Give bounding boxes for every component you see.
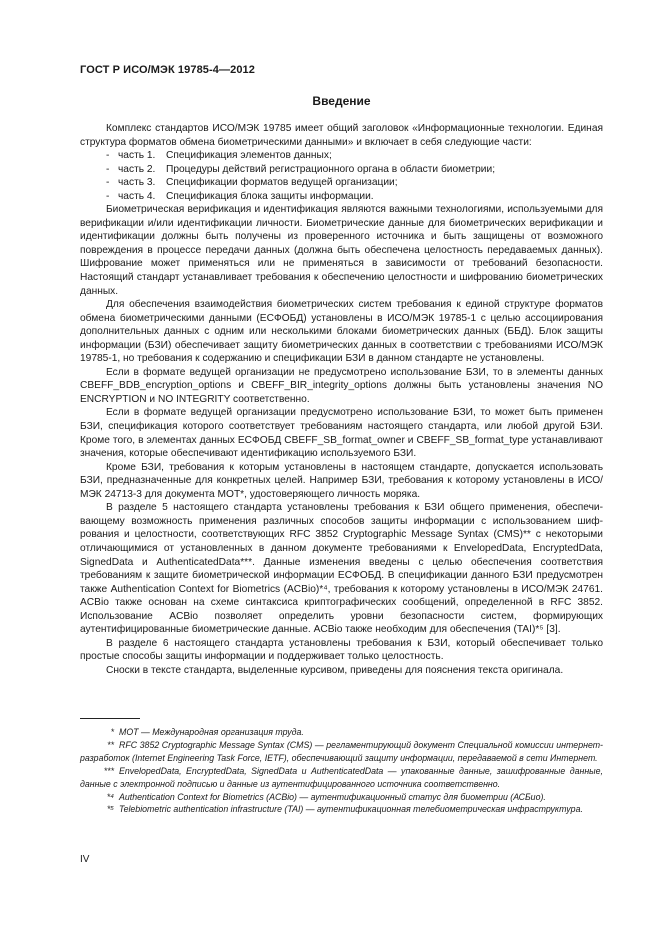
list-dash: -	[106, 150, 110, 162]
footnote-mark: *⁵	[106, 804, 114, 815]
list-item	[80, 149, 603, 163]
list-item	[80, 163, 603, 177]
list-item	[80, 176, 603, 190]
paragraph: Сноски в тексте стандарта, выделенные курсивом, приведены для пояснения текста оригинала.	[106, 664, 564, 676]
list-dash: -	[106, 177, 110, 189]
part-title: Спецификация элементов данных;	[166, 150, 332, 162]
parts-list	[80, 149, 603, 203]
paragraph: Если в формате ведущей организации предусмотрено использование БЗИ, то может быть применен БЗИ, спецификация которого соответствует требованиям настоящего стандарта, или любой другой БЗИ. Кроме того, в элементах данных ЕСФОБД CBEFF_SB_format_owner и CBEFF_SB_format_type устанавливают значения, которые обеспечивают идентификацию используемого БЗИ.	[80, 407, 603, 460]
footnote-text: Telebiometric authentication infrastructure (TAI) — аутентификационная телебиометрическая инфраструктура.	[119, 804, 583, 815]
section-title: Введение	[312, 94, 371, 108]
part-number: часть 2.	[118, 163, 156, 175]
document-header: ГОСТ Р ИСО/МЭК 19785-4—2012	[80, 64, 255, 76]
paragraph: Если в формате ведущей организации не предусмотрено использование БЗИ, то в элементы данных CBEFF_BDB_encryption_options и CBEFF_BIR_integrity_options должны быть установлены значения NO ENCRYPTION и NO INTEGRITY соответственно.	[80, 366, 603, 405]
paragraph: Для обеспечения взаимодействия биометрических систем требования к единой структуре форматов обмена биометрическими данными (ЕСФОБД) установлены в ИСО/МЭК 19785-1 с целью ассоциирования дополнительных данных с одним или несколькими блоками биометрических данных (ББД). Блок защиты информации (БЗИ) обеспечивает защиту биометрических данных в соответствии с требованиями ИСО/МЭК 19785-1, но требования к содержанию и спецификации БЗИ в данном стандарте не установлены.	[80, 299, 603, 365]
footnote	[80, 739, 603, 765]
paragraph: В разделе 5 настоящего стандарта установлены требования к БЗИ общего применения, обеспечивающему возможность применения различных способов защиты информации с использованием шифрования и целостности, соответствующих RFC 3852 Cryptographic Message Syntax (CMS)** с некоторыми отличающимися от установленных в данном документе требованиями к EnvelopedData, EncryptedData, SignedData и AuthenticatedData***. Данные изменения введены с целью обеспечения соответствия требованиям к защите биометрической информации ЕСФОБД. В спецификации данного БЗИ предусмотрен также Authentication Context for Biometrics (ACBio)*⁴, требования к которому установлены в ИСО/МЭК 24761. ACBio также основан на схеме синтаксиса криптографических сообщений, определенной в RFC 3852. Использование ACBio позволяет определить уровни безопасности систем, формирующих аутентифицированные биометрические данные. ACBio также необходим для обеспечения (TAI)*⁵ [3].	[80, 502, 603, 636]
page-number: IV	[80, 854, 90, 865]
footnote-separator	[80, 718, 140, 719]
paragraph: В разделе 6 настоящего стандарта установлены требования к БЗИ, который обеспечивает только простые способы защиты информации и поддерживает только целостность.	[80, 637, 603, 663]
part-number: часть 1.	[118, 150, 156, 162]
part-number: часть 4.	[118, 190, 156, 202]
list-dash: -	[106, 163, 110, 175]
paragraph: Комплекс стандартов ИСО/МЭК 19785 имеет общий заголовок «Информационные технологии. Единая структура форматов обмена биометрическими данными» и включает в себя следующие части:	[80, 123, 603, 148]
footnote-mark: *⁴	[106, 791, 114, 802]
footnote-text: МОТ — Международная организация труда.	[119, 727, 304, 737]
footnote	[80, 803, 603, 816]
footnote-mark: ***	[103, 765, 114, 776]
footnote	[80, 726, 603, 739]
part-title: Процедуры действий регистрационного органа в области биометрии;	[166, 163, 496, 175]
list-dash: -	[106, 190, 110, 202]
part-title: Спецификации форматов ведущей организации;	[166, 177, 398, 189]
footnote	[80, 765, 603, 791]
part-number: часть 3.	[118, 177, 156, 189]
footnote-mark: **	[107, 739, 114, 750]
footnote-text: EnvelopedData, EncryptedData, SignedData и AuthenticatedData — упакованные данные, зашифрованные данные, данные с электронной подписью и данные из аутентифицированного источника соответственно.	[80, 765, 603, 789]
paragraph: Биометрическая верификация и идентификация являются важными технологиями, используемыми для верификации и/или идентификации личности. Биометрические данные для биометрических верификации и идентификации должны быть получены из проверенного источника и быть защищены от возможного повреждения в процессе передачи данных (должна быть обеспечена целостность передаваемых данных). Шифрование может применяться или не применяться в зависимости от требований безопасности. Настоящий стандарт устанавливает требования к обеспечению целостности и шифрованию биометрических данных.	[80, 204, 603, 297]
footnote-text: RFC 3852 Cryptographic Message Syntax (CMS) — регламентирующий документ Специальной комиссии интернет-разработок (Internet Engineering Task Force, IETF), обеспечивающий защиту информации, передаваемой в сети Интернет.	[80, 739, 603, 763]
part-title: Спецификация блока защиты информации.	[166, 190, 374, 202]
document-body	[80, 122, 603, 677]
footnote	[80, 791, 603, 804]
footnote-text: Authentication Context for Biometrics (ACBio) — аутентификационный статус для биометрии (АСБио).	[119, 791, 546, 802]
paragraph: Кроме БЗИ, требования к которым установлены в настоящем стандарте, допускается использовать БЗИ, предназначенные для конкретных целей. Например БЗИ, требования к которому установлены в ИСО/МЭК 24713-3 для документа МОТ*, удостоверяющего личность моряка.	[80, 461, 603, 500]
footnote-mark: *	[110, 727, 114, 737]
footnotes	[80, 726, 603, 816]
list-item	[80, 190, 603, 204]
